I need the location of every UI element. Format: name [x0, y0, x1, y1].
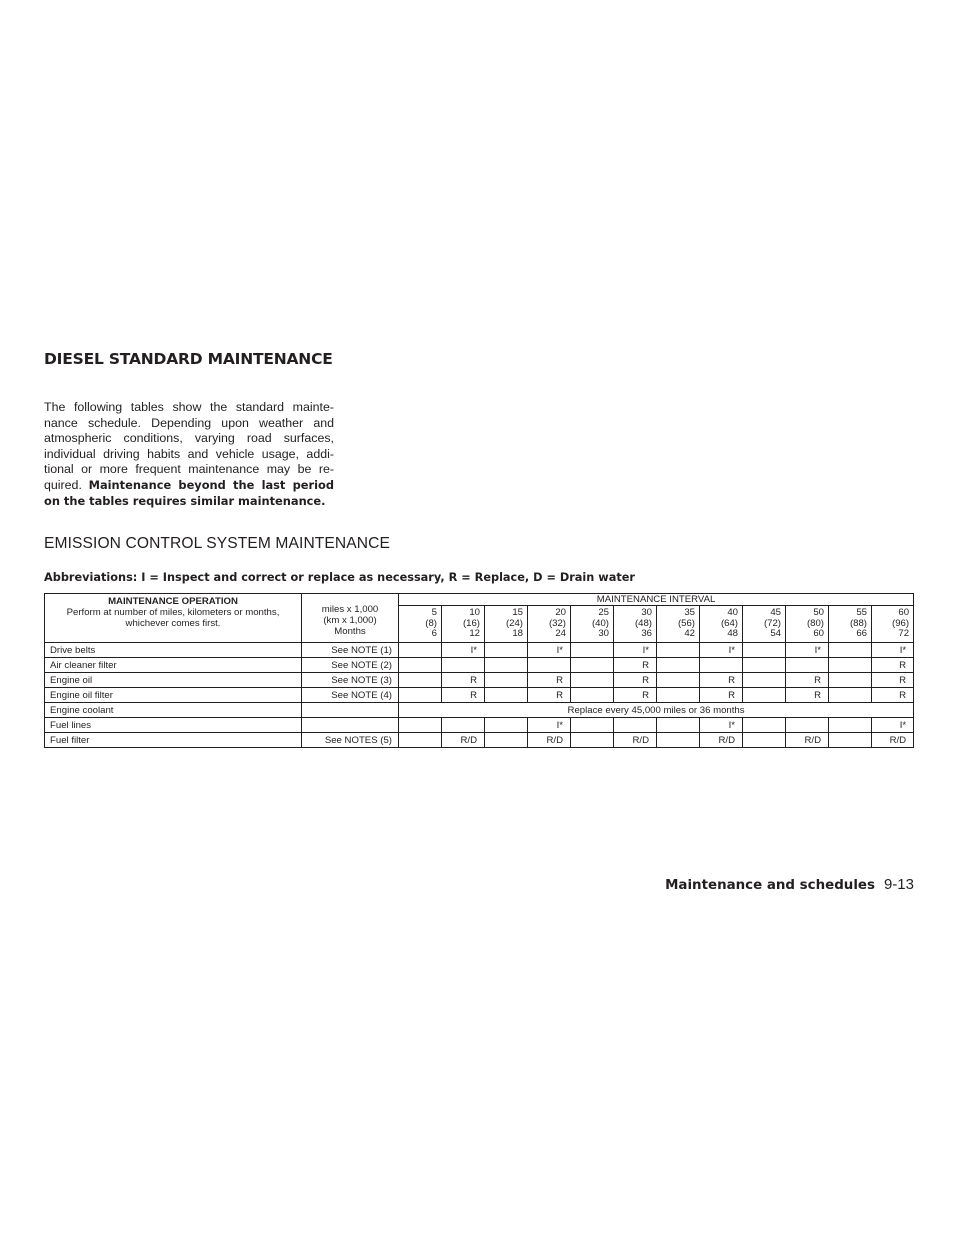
interval-value-cell	[743, 718, 786, 733]
interval-value-cell: I*	[614, 643, 657, 658]
subsection-title: EMISSION CONTROL SYSTEM MAINTENANCE	[44, 535, 391, 552]
interval-value-cell: I*	[786, 643, 829, 658]
interval-value-cell	[743, 658, 786, 673]
interval-value-cell	[485, 658, 528, 673]
operation-name: Engine coolant	[45, 703, 302, 718]
operation-header-cell	[45, 594, 302, 643]
interval-miles: 5	[431, 607, 437, 619]
interval-value-cell: R/D	[442, 733, 485, 748]
section-title: DIESEL STANDARD MAINTENANCE	[44, 350, 333, 368]
interval-value-cell: R/D	[786, 733, 829, 748]
interval-value-cell: R	[528, 673, 571, 688]
interval-value-cell	[657, 673, 700, 688]
interval-value-cell	[571, 673, 614, 688]
interval-cell	[442, 606, 485, 643]
interval-value-cell	[743, 733, 786, 748]
interval-km: (96)	[892, 617, 910, 629]
interval-value-cell	[743, 643, 786, 658]
interval-value-cell	[399, 658, 442, 673]
operation-note	[302, 703, 399, 718]
interval-value-cell	[571, 733, 614, 748]
interval-km: (72)	[763, 617, 781, 629]
table-row	[45, 718, 914, 733]
interval-cell	[571, 606, 614, 643]
interval-value-cell: R	[786, 688, 829, 703]
interval-cell	[829, 606, 872, 643]
interval-km: (88)	[849, 617, 867, 629]
interval-months: 18	[512, 628, 523, 640]
interval-cell	[786, 606, 829, 643]
interval-value-cell	[657, 733, 700, 748]
interval-value-cell: R/D	[528, 733, 571, 748]
interval-km: (40)	[591, 617, 609, 629]
interval-value-cell	[657, 658, 700, 673]
table-row	[45, 703, 914, 718]
intro-paragraph	[44, 400, 334, 509]
operation-note: See NOTE (1)	[302, 643, 399, 658]
interval-miles: 40	[727, 607, 738, 619]
interval-cell	[399, 606, 442, 643]
interval-value-cell	[829, 718, 872, 733]
interval-miles: 35	[684, 607, 695, 619]
abbreviations-line: Abbreviations: I = Inspect and correct or replace as necessary, R = Replace, D = Drain water	[44, 571, 635, 584]
interval-value-cell: R	[614, 658, 657, 673]
interval-miles: 55	[856, 607, 867, 619]
interval-cell	[528, 606, 571, 643]
interval-km: (24)	[505, 617, 523, 629]
interval-value-cell	[442, 718, 485, 733]
table-row	[45, 688, 914, 703]
operation-name: Drive belts	[45, 643, 302, 658]
interval-value-cell	[614, 718, 657, 733]
interval-km: (8)	[425, 617, 437, 629]
interval-value-cell	[657, 643, 700, 658]
units-km-label: (km x 1,000)	[323, 614, 377, 626]
interval-miles: 15	[512, 607, 523, 619]
interval-value-cell	[829, 658, 872, 673]
operation-name: Fuel filter	[45, 733, 302, 748]
interval-months: 48	[727, 628, 738, 640]
interval-miles: 60	[898, 607, 910, 619]
interval-value-cell	[485, 673, 528, 688]
units-months-label: Months	[334, 625, 366, 637]
interval-miles: 50	[813, 607, 824, 619]
interval-value-cell: R	[614, 688, 657, 703]
interval-km: (64)	[720, 617, 738, 629]
interval-value-cell	[485, 643, 528, 658]
interval-value-cell	[485, 688, 528, 703]
interval-value-cell	[743, 673, 786, 688]
page-footer	[665, 876, 914, 893]
operation-name: Engine oil filter	[45, 688, 302, 703]
interval-value-cell	[528, 658, 571, 673]
interval-months: 36	[641, 628, 652, 640]
interval-value-cell: R	[872, 658, 914, 673]
interval-value-cell	[829, 643, 872, 658]
interval-value-cell: R	[614, 673, 657, 688]
merged-interval-cell: Replace every 45,000 miles or 36 months	[399, 703, 914, 718]
intro-text: The following tables show the standard mainte-nance schedule. Depending upon weather and atmospheric conditions, varying road surfaces, individual driving habits and vehicle usage, addi-tional or more frequent maintenance may be re-quired.	[44, 400, 334, 492]
operation-note: See NOTES (5)	[302, 733, 399, 748]
interval-miles: 45	[770, 607, 781, 619]
interval-km: (32)	[548, 617, 566, 629]
interval-cell	[700, 606, 743, 643]
table-row	[45, 658, 914, 673]
interval-months: 60	[813, 628, 824, 640]
interval-value-cell: R	[528, 688, 571, 703]
interval-value-cell	[571, 718, 614, 733]
interval-value-cell	[829, 688, 872, 703]
operation-name: Air cleaner filter	[45, 658, 302, 673]
operation-note: See NOTE (4)	[302, 688, 399, 703]
interval-miles: 25	[598, 607, 609, 619]
interval-value-cell	[399, 643, 442, 658]
operation-note	[302, 718, 399, 733]
table-row	[45, 733, 914, 748]
interval-cell	[872, 606, 914, 643]
interval-cell	[485, 606, 528, 643]
interval-miles: 20	[555, 607, 566, 619]
interval-value-cell	[700, 658, 743, 673]
operation-subheader: Perform at number of miles, kilometers or months, whichever comes first.	[66, 607, 280, 629]
interval-value-cell	[399, 673, 442, 688]
interval-months: 30	[598, 628, 609, 640]
interval-value-cell	[657, 688, 700, 703]
operation-note: See NOTE (3)	[302, 673, 399, 688]
interval-months: 24	[555, 628, 566, 640]
interval-cell	[743, 606, 786, 643]
interval-value-cell: I*	[528, 718, 571, 733]
interval-value-cell: R	[700, 673, 743, 688]
interval-value-cell: I*	[528, 643, 571, 658]
interval-value-cell	[571, 688, 614, 703]
interval-value-cell: R	[872, 688, 914, 703]
maintenance-table	[44, 593, 914, 748]
interval-km: (48)	[634, 617, 652, 629]
interval-months: 72	[898, 628, 910, 640]
table-header-row	[45, 594, 914, 606]
units-header-cell	[302, 594, 399, 643]
interval-value-cell	[399, 688, 442, 703]
interval-value-cell: I*	[872, 643, 914, 658]
interval-months: 42	[684, 628, 695, 640]
interval-months: 54	[770, 628, 781, 640]
interval-value-cell	[571, 658, 614, 673]
table-row	[45, 673, 914, 688]
interval-value-cell	[657, 718, 700, 733]
interval-months: 66	[856, 628, 867, 640]
interval-value-cell: I*	[872, 718, 914, 733]
operation-header: MAINTENANCE OPERATION	[108, 596, 238, 607]
interval-value-cell: I*	[442, 643, 485, 658]
interval-months: 12	[469, 628, 480, 640]
page-number: 9-13	[883, 876, 914, 893]
chapter-label: Maintenance and schedules	[665, 878, 875, 893]
interval-value-cell	[571, 643, 614, 658]
interval-value-cell	[829, 673, 872, 688]
operation-name: Engine oil	[45, 673, 302, 688]
interval-value-cell: I*	[700, 643, 743, 658]
interval-value-cell: I*	[700, 718, 743, 733]
interval-value-cell	[399, 733, 442, 748]
interval-km: (80)	[806, 617, 824, 629]
interval-value-cell: R	[442, 673, 485, 688]
interval-miles: 30	[641, 607, 652, 619]
units-miles-label: miles x 1,000	[321, 603, 379, 615]
interval-header: MAINTENANCE INTERVAL	[399, 594, 914, 606]
table-row	[45, 643, 914, 658]
interval-value-cell: R	[442, 688, 485, 703]
interval-value-cell	[442, 658, 485, 673]
interval-value-cell	[786, 658, 829, 673]
interval-value-cell: R	[786, 673, 829, 688]
interval-value-cell	[485, 733, 528, 748]
interval-value-cell	[485, 718, 528, 733]
interval-value-cell	[399, 718, 442, 733]
interval-value-cell	[786, 718, 829, 733]
interval-value-cell: R/D	[700, 733, 743, 748]
interval-miles: 10	[469, 607, 480, 619]
interval-months: 6	[431, 628, 437, 640]
interval-km: (16)	[462, 617, 480, 629]
interval-km: (56)	[677, 617, 695, 629]
interval-value-cell	[743, 688, 786, 703]
interval-value-cell: R/D	[872, 733, 914, 748]
interval-value-cell: R	[872, 673, 914, 688]
interval-value-cell: R	[700, 688, 743, 703]
interval-cell	[614, 606, 657, 643]
intro-bold-text: Maintenance beyond the last period on the tables requires similar maintenance.	[44, 477, 334, 508]
operation-name: Fuel lines	[45, 718, 302, 733]
interval-value-cell	[829, 733, 872, 748]
operation-note: See NOTE (2)	[302, 658, 399, 673]
interval-value-cell: R/D	[614, 733, 657, 748]
interval-cell	[657, 606, 700, 643]
